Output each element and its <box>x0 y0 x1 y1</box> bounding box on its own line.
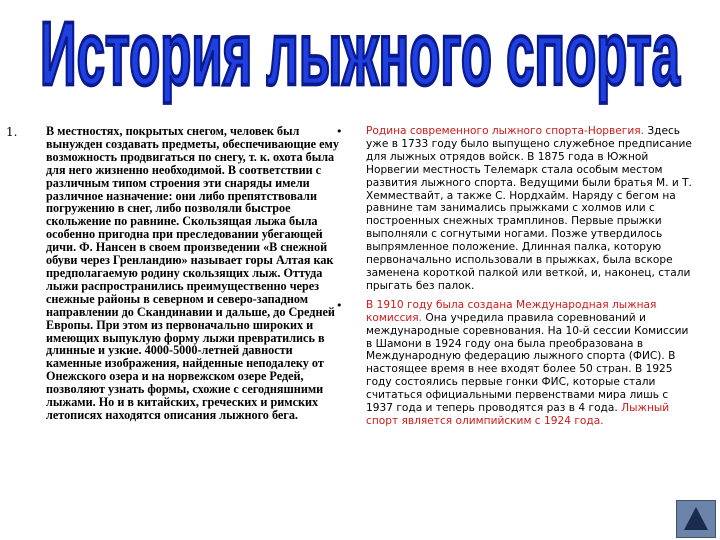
bullet-icon: • <box>336 125 343 138</box>
list-number: 1. <box>6 125 18 139</box>
title-text: История лыжного спорта <box>39 4 681 105</box>
bullet-item-text <box>366 299 692 428</box>
right-column <box>336 125 692 434</box>
highlight-text: В 1910 году была создана Международная лыжная комиссия. <box>366 298 657 324</box>
bullet-item-text <box>366 125 692 293</box>
page-title <box>0 2 720 112</box>
bullet-item-norway <box>336 125 692 293</box>
highlight-text: Родина современного лыжного спорта-Норвегия. <box>366 125 644 137</box>
bullet-icon: • <box>336 298 343 312</box>
bullet-item-fis <box>336 299 692 428</box>
body-text: Она учредила правила соревнований и международные соревнования. На 10-й сессии Комиссии в Шамони в 1924 году она была преобразована в Международную федерацию лыжного спорта (ФИС). В настоящее время в нее входят более 50 стран. В 1925 году состоялись первые гонки ФИС, которые стали считаться официальными первенствами мира лишь с 1937 года и теперь проводятся раз в 4 года. <box>366 311 689 415</box>
left-paragraph: В местностях, покрытых снегом, человек был вынужден создавать предметы, обеспечивающие ему возможность продвигаться по снегу, т. к. охота была для него жизненно необходимой. В соответствии с различным типом строения эти снаряды имели различное назначение: они либо препятствовали погружению в снег, либо позволяли быстрое скольжение по равнине. Скользящая лыжа была особенно пригодна при преследовании убегающей дичи. Ф. Нансен в своем произведении «В снежной обуви через Гренландию» называет горы Алтая как предполагаемую родину скользящих лыж. Оттуда лыжи распространились преимущественно через снежные районы в северном и северо-западном направлении до Скандинавии и дальше, до Средней Европы. При этом из первоначально широких и имеющих выпуклую форму лыжи превратились в длинные и узкие. 4000-5000-летней давности каменные изображения, найденные неподалеку от Онежского озера и на норвежском озере Редей, позволяют узнать формы, схожие с сегодняшними лыжами. Но и в китайских, греческих и римских летописях находятся описания лыжного бега. <box>46 124 339 422</box>
body-text: Здесь уже в 1733 году было выпущено служебное предписание для лыжных отрядов войск. В 1875 года в Южной Норвегии местность Телемарк стала особым местом развития лыжного спорта. Ведущими были братья М. и Т. Хеммествайт, а также С. Нордхайм. Наряду с бегом на равнине там занимались прыжками с холмов или с построенных снежных трамплинов. Первые прыжки выполняли с согнутыми ногами. Позже утвердилось выпрямленное положение. Длинная палка, которую первоначально использовали в прыжках, была вскоре заменена короткой палкой или веткой, и, наконец, стали прыгать без палок. <box>366 125 692 292</box>
arrow-up-icon <box>677 501 715 537</box>
title-graphic <box>0 2 720 112</box>
next-slide-button[interactable] <box>676 500 716 538</box>
highlight-text-end: Лыжный спорт является олимпийским с 1924 года. <box>366 402 670 427</box>
